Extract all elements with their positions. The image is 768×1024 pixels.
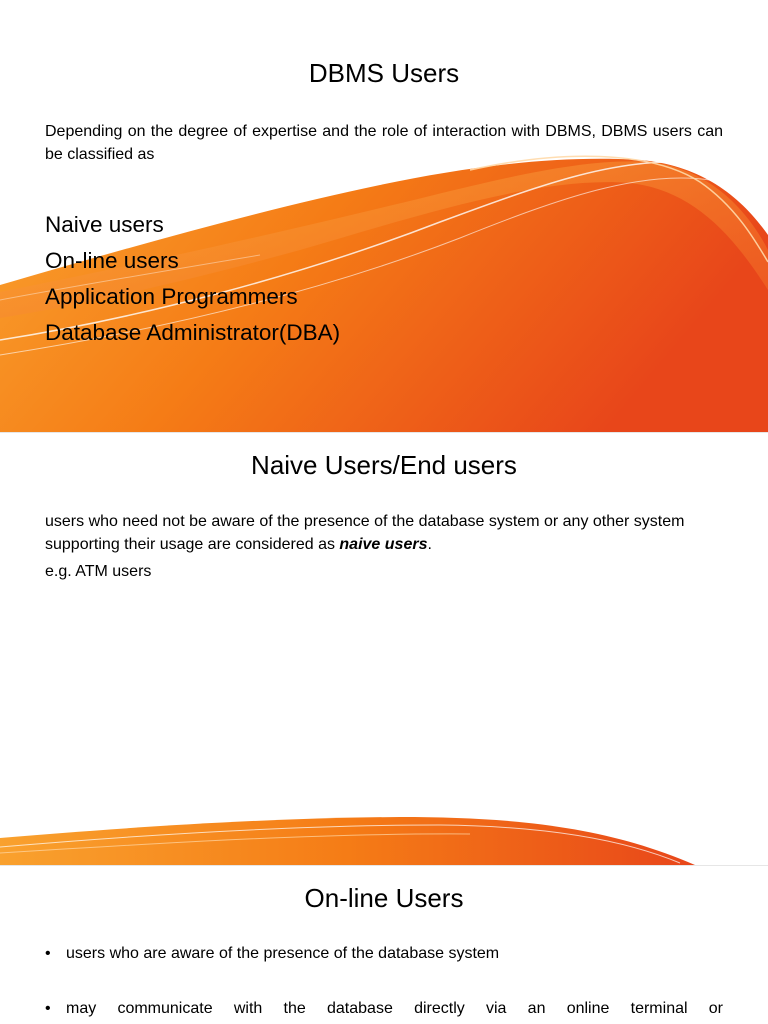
intro-paragraph: Depending on the degree of expertise and the role of interaction with DBMS, DBMS users can be classified as — [45, 123, 723, 163]
bullet-icon: • — [45, 945, 51, 962]
slide-title: Naive Users/End users — [251, 450, 517, 480]
user-type-list — [45, 207, 340, 351]
definition-paragraph — [45, 510, 723, 556]
list-item: Application Programmers — [45, 284, 298, 309]
list-item — [45, 997, 723, 1021]
emphasis-term: naive users — [339, 536, 428, 553]
definition-text: users who need not be aware of the presence of the database system or any other system supporting their usage are considered as — [45, 513, 685, 553]
slide-naive-users — [0, 433, 768, 865]
bullet-icon: • — [45, 1000, 51, 1017]
bullet-text: may communicate with the database directly via an online terminal or — [66, 1000, 723, 1017]
list-item: Naive users — [45, 212, 164, 237]
orange-wave-footer — [0, 433, 768, 865]
slide-dbms-users — [0, 0, 768, 432]
list-item: Database Administrator(DBA) — [45, 320, 341, 345]
list-item: On-line users — [45, 248, 179, 273]
slide-title: DBMS Users — [308, 58, 460, 88]
definition-end: . — [427, 536, 432, 553]
bullet-text: users who are aware of the presence of the database system — [66, 945, 500, 962]
list-item — [45, 942, 723, 966]
example-text: e.g. ATM users — [45, 563, 152, 580]
slide-title: On-line Users — [304, 883, 464, 913]
bullet-list — [45, 942, 723, 1021]
